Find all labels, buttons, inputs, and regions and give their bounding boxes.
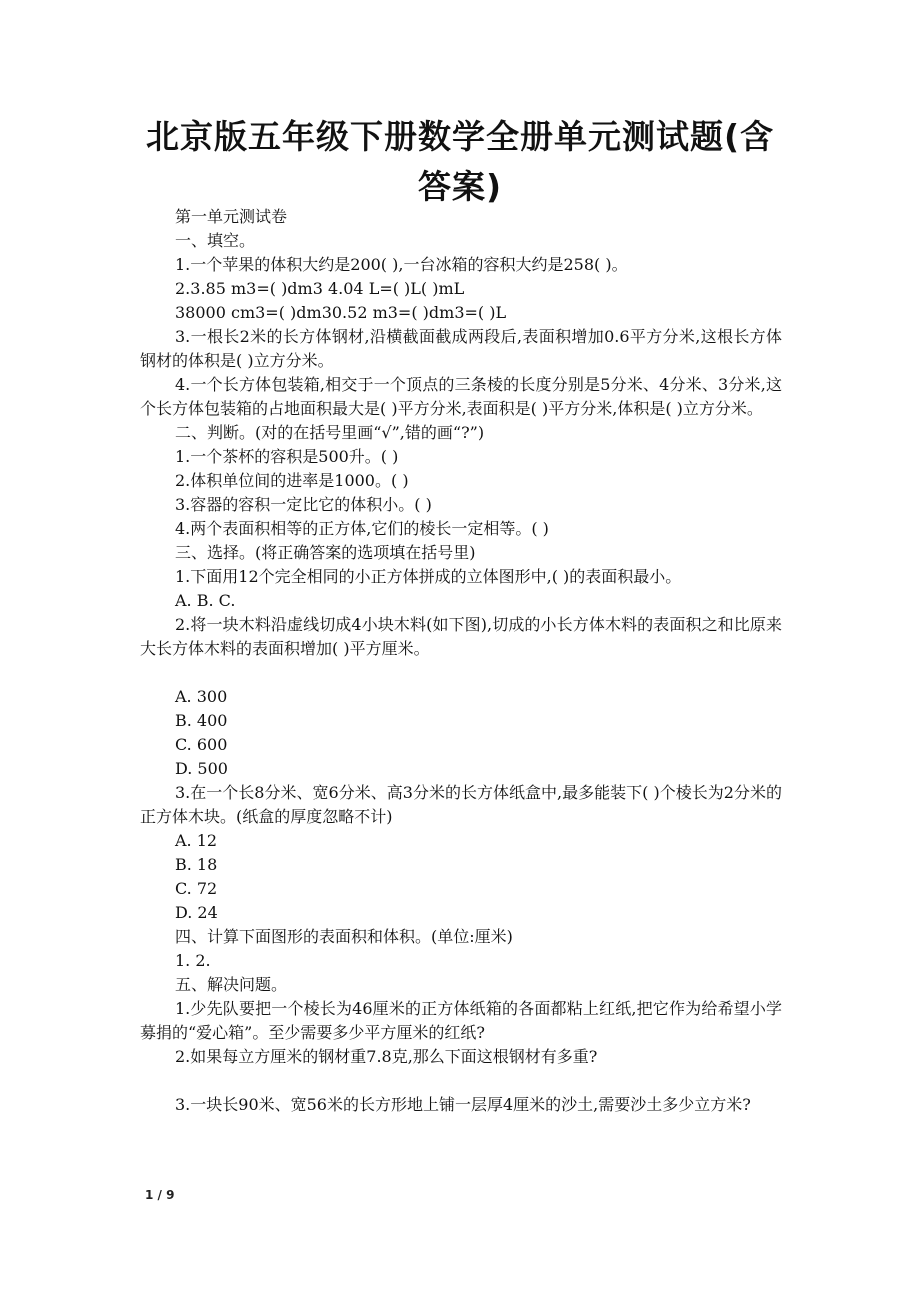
question-line: 2.如果每立方厘米的钢材重7.8克,那么下面这根钢材有多重? [175,1047,598,1066]
option-line: A. 12 [175,831,218,850]
page-number: 1 / 9 [145,1188,175,1202]
question-line: 3.一根长2米的长方体钢材,沿横截面截成两段后,表面积增加0.6平方分米,这根长方体钢材的体积是( )立方分米。 [140,327,782,370]
blank-line [140,1069,782,1093]
question-line: 2.体积单位间的进率是1000。( ) [175,471,409,490]
option-line: A. 300 [175,687,228,706]
document-body [140,205,782,1117]
title-line-1: 北京版五年级下册数学全册单元测试题(含 [145,117,775,156]
part-heading: 一、填空。 [175,231,256,250]
option-line: D. 500 [175,759,228,778]
question-line: 2.将一块木料沿虚线切成4小块木料(如下图),切成的小长方体木料的表面积之和比原来大长方体木料的表面积增加( )平方厘米。 [140,615,782,658]
part-heading: 三、选择。(将正确答案的选项填在括号里) [175,543,476,562]
question-line: 3.在一个长8分米、宽6分米、高3分米的长方体纸盒中,最多能装下( )个棱长为2分米的正方体木块。(纸盒的厚度忽略不计) [140,783,782,826]
question-line: 1. 2. [175,951,211,970]
question-line: 3.容器的容积一定比它的体积小。( ) [175,495,432,514]
question-line: 3.一块长90米、宽56米的长方形地上铺一层厚4厘米的沙土,需要沙土多少立方米? [175,1095,751,1114]
part-heading: 五、解决问题。 [175,975,288,994]
part-heading: 二、判断。(对的在括号里画“√”,错的画“?”) [175,423,485,442]
blank-line [140,661,782,685]
document-title [120,112,800,212]
option-line: B. 400 [175,711,228,730]
question-line: 4.一个长方体包装箱,相交于一个顶点的三条棱的长度分别是5分米、4分米、3分米,这个长方体包装箱的占地面积最大是( )平方分米,表面积是( )平方分米,体积是( )立方分米。 [140,375,782,418]
part-heading: 四、计算下面图形的表面积和体积。(单位:厘米) [175,927,513,946]
question-line: 1.一个苹果的体积大约是200( ),一台冰箱的容积大约是258( )。 [175,255,628,274]
question-line: 4.两个表面积相等的正方体,它们的棱长一定相等。( ) [175,519,549,538]
question-line: 1.少先队要把一个棱长为46厘米的正方体纸箱的各面都粘上红纸,把它作为给希望小学募捐的“爱心箱”。至少需要多少平方厘米的红纸? [140,999,782,1042]
option-line: A. B. C. [175,591,236,610]
option-line: D. 24 [175,903,218,922]
title-line-2: 答案) [417,167,503,206]
section-heading: 第一单元测试卷 [175,207,288,226]
question-line: 38000 cm3=( )dm30.52 m3=( )dm3=( )L [175,303,507,322]
question-line: 2.3.85 m3=( )dm3 4.04 L=( )L( )mL [175,279,465,298]
option-line: B. 18 [175,855,218,874]
question-line: 1.下面用12个完全相同的小正方体拼成的立体图形中,( )的表面积最小。 [175,567,682,586]
option-line: C. 600 [175,735,228,754]
question-line: 1.一个茶杯的容积是500升。( ) [175,447,399,466]
option-line: C. 72 [175,879,218,898]
